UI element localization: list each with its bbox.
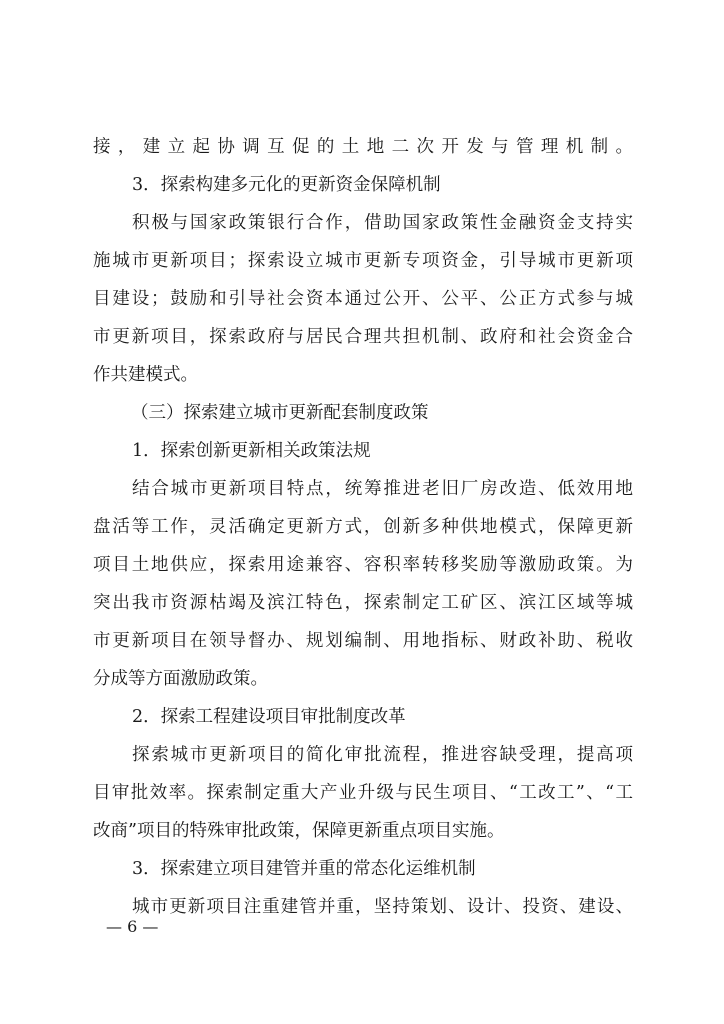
- paragraph-line: 目审批效率。探索制定重大产业升级与民生项目、“工改工”、“工: [93, 783, 633, 803]
- paragraph-line: 探索城市更新项目的简化审批流程，推进容缺受理，提高项: [132, 745, 633, 765]
- subsection-heading: 3．探索建立项目建管并重的常态化运维机制: [132, 859, 476, 879]
- paragraph-line: 积极与国家政策银行合作，借助国家政策性金融资金支持实: [132, 213, 633, 233]
- paragraph-line: 市更新项目在领导督办、规划编制、用地指标、财政补助、税收: [93, 631, 633, 651]
- paragraph-line: 接，建立起协调互促的土地二次开发与管理机制。: [93, 137, 633, 157]
- paragraph-line: 施城市更新项目；探索设立城市更新专项资金，引导城市更新项: [93, 251, 633, 271]
- paragraph-line: 盘活等工作，灵活确定更新方式，创新多种供地模式，保障更新: [93, 517, 633, 537]
- paragraph-line: 作共建模式。: [93, 365, 198, 385]
- page-number: — 6 —: [106, 917, 159, 936]
- subsection-heading: 2．探索工程建设项目审批制度改革: [132, 707, 406, 727]
- paragraph-line: 分成等方面激励政策。: [93, 669, 268, 689]
- subsection-heading: 3．探索构建多元化的更新资金保障机制: [132, 175, 441, 195]
- paragraph-line: 城市更新项目注重建管并重，坚持策划、设计、投资、建设、: [132, 897, 633, 917]
- section-heading: （三）探索建立城市更新配套制度政策: [131, 403, 429, 423]
- paragraph-line: 改商”项目的特殊审批政策，保障更新重点项目实施。: [93, 821, 505, 841]
- paragraph-line: 突出我市资源枯竭及滨江特色，探索制定工矿区、滨江区域等城: [93, 593, 633, 613]
- paragraph-line: 项目土地供应，探索用途兼容、容积率转移奖励等激励政策。为: [93, 555, 633, 575]
- paragraph-line: 市更新项目，探索政府与居民合理共担机制、政府和社会资金合: [93, 327, 633, 347]
- subsection-heading: 1．探索创新更新相关政策法规: [132, 441, 371, 461]
- paragraph-line: 目建设；鼓励和引导社会资本通过公开、公平、公正方式参与城: [93, 289, 633, 309]
- paragraph-line: 结合城市更新项目特点，统筹推进老旧厂房改造、低效用地: [132, 479, 633, 499]
